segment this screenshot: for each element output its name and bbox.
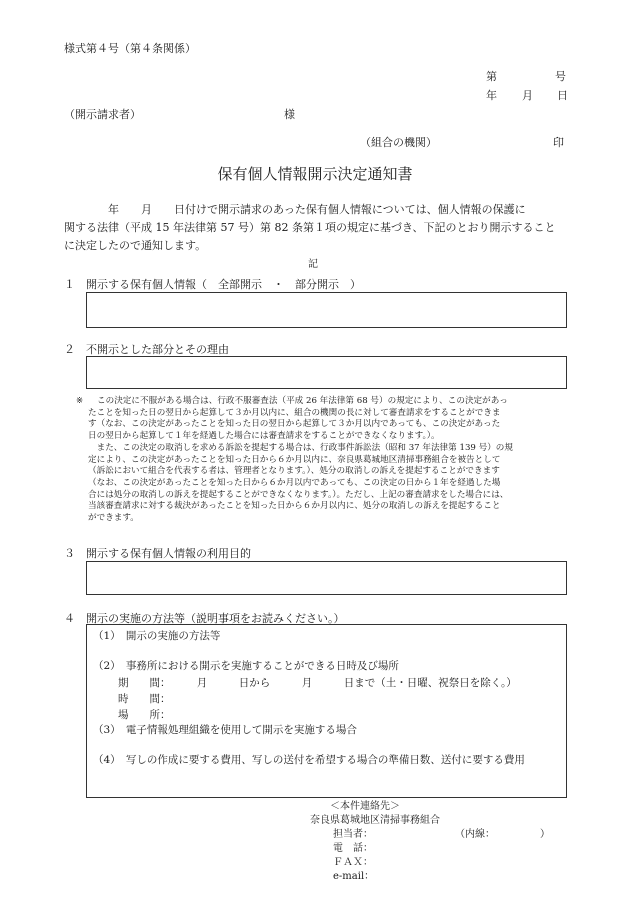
doc-number-prefix: 第 [486,70,497,83]
issuer-label: （組合の機関） [360,136,437,149]
method-period: 期 間： 月 日から 月 日まで（土・日曜、祝祭日を除く。） [118,677,517,689]
note-line: （なお、この決定があったことを知った日から６か月以内であっても、この決定の日から１年を経過した場 [88,477,501,488]
issuer-seal: 印 [553,136,564,149]
contact-person: 担当者： [333,829,373,840]
method-item-4: （4） 写しの作成に要する費用、写しの送付を希望する場合の準備日数、送付に要する費用 [93,754,525,766]
section-3-label: 開示する保有個人情報の利用目的 [86,547,251,560]
note-line: また、この決定の取消しを求める訴訟を提起する場合は、行政事件訴訟法（昭和 37 年法律第 139 号）の規 [88,442,513,453]
doc-number-suffix: 号 [555,70,566,83]
note-text [88,396,513,525]
contact-phone: 電 話： [333,843,373,854]
section-1-number: １ [64,278,75,291]
contact-fax: ＦＡＸ： [333,857,373,868]
method-item-2: （2） 事務所における開示を実施することができる日時及び場所 [93,660,399,672]
method-item-1: （1） 開示の実施の方法等 [93,630,221,642]
section-1-box[interactable] [86,292,567,328]
contact-heading: ＜本件連絡先＞ [330,801,400,812]
page-title: 保有個人情報開示決定通知書 [217,165,413,183]
note-mark: ※ [76,396,84,406]
intro-line-2: 関する法律（平成 15 年法律第 57 号）第 82 条第１項の規定に基づき、下記のとおり開示すること [64,221,556,234]
section-1-label: 開示する保有個人情報（ 全部開示 ・ 部分開示 ） [86,278,361,291]
note-line: たことを知った日の翌日から起算して３か月以内に、組合の機関の長に対して審査請求をすることができま [88,407,501,418]
section-2-box[interactable] [86,356,567,389]
note-line: （訴訟において組合を代表する者は、管理者となります。）、処分の取消しの訴えを提起することができます [88,466,500,477]
note-line: 定により、この決定があったことを知った日から６か月以内に、奈良県葛城地区清掃事務組合を被告として [88,454,501,465]
method-item-3: （3） 電子情報処理組織を使用して開示を実施する場合 [93,724,357,736]
section-4-number: ４ [64,612,75,625]
contact-extension: （内線： ） [455,829,550,840]
note-line: す（なお、この決定があったことを知った日の翌日から起算して３か月以内であっても、この決定があった [88,419,501,430]
contact-org: 奈良県葛城地区清掃事務組合 [310,815,440,826]
intro-line-3: に決定したので通知します。 [64,239,207,252]
note-line: 合には処分の取消しの訴えを提起することができなくなります。）。ただし、上記の審査請求をした場合には、 [88,489,509,500]
ki-mark: 記 [308,259,318,270]
contact-email: e-mail： [333,871,375,882]
note-line: 当該審査請求に対する裁決があったことを知った日から６か月以内に、処分の取消しの訴えを提起すること [88,501,501,512]
note-line: 日の翌日から起算して１年を経過した場合には審査請求をすることができなくなります。）。 [88,431,440,442]
section-2-label: 不開示とした部分とその理由 [86,343,229,356]
section-2-number: ２ [64,343,75,356]
note-line: この決定に不服がある場合は、行政不服審査法（平成 26 年法律第 68 号）の規定により、この決定があっ [97,396,508,406]
section-4-label: 開示の実施の方法等（説明事項をお読みください。） [86,612,345,625]
date-month: 月 [522,89,533,102]
section-3-number: ３ [64,547,75,560]
date-day: 日 [557,89,568,102]
date-year: 年 [486,89,497,102]
requester-honorific: 様 [284,108,295,121]
section-4-box[interactable] [86,624,567,798]
method-time: 時 間： [118,693,171,705]
method-place: 場 所： [118,709,171,721]
intro-line-1: 年 月 日付けで開示請求のあった保有個人情報については、個人情報の保護に [64,203,526,216]
note-line: ができます。 [88,513,139,524]
form-number: 様式第４号（第４条関係） [64,42,196,55]
section-3-box[interactable] [86,561,567,595]
requester-label: （開示請求者） [64,108,141,121]
